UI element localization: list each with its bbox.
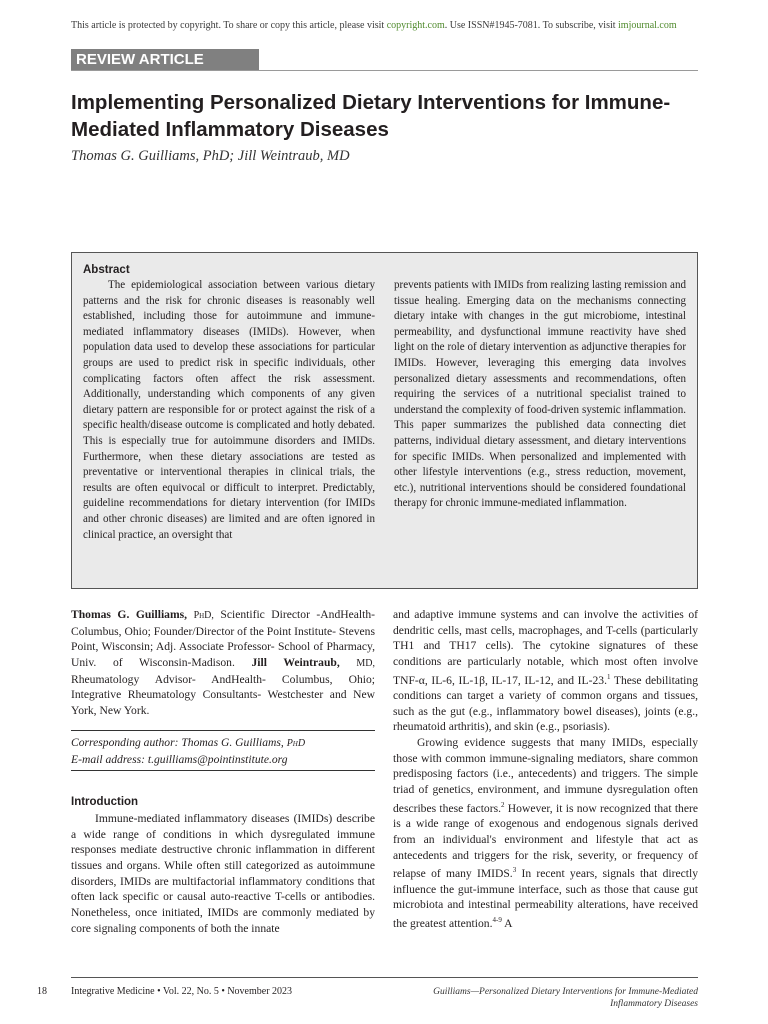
abstract-left-column: The epidemiological association between various dietary patterns and the risk for chronic diseases is reasonably well established, including those for autoimmune and immune-mediated inflammatory diseases (IMIDs). However, when population data used to develop these associations for particular groups are used to predict risk in specific individuals, other complicating factors often affect the risk assessment. Additionally, understanding which components of any given dietary pattern are responsible for or protect against the risk of a specific health/disease outcome is complicated and hotly debated. This is especially true for autoimmune disorders and IMIDs. Furthermore, when these dietary associations are tested as preventative or interventional therapies in clinical trials, the results are often equivocal or difficult to interpret. Predictably, guideline recommendations for dietary intervention (for IMIDs and other chronic diseases) are limited and are often ignored in clinical practice, an oversight that xyxy=(83,279,375,541)
notice-text-1: This article is protected by copyright. To share or copy this article, please visit xyxy=(71,20,387,31)
introduction-paragraph: Immune-mediated inflammatory diseases (IMIDs) describe a wide range of conditions in which dysregulated immune responses mediate destructive chronic inflammation in different tissues and organs. While often still categorized as autoimmune disorders, IMIDs are multifactorial inflammatory conditions that often lack specific or causal auto-reactive T-cells or antibodies. Nonetheless, once initiated, IMIDs are commonly mediated by core signaling components of both the innate xyxy=(71,812,375,935)
notice-text-2: . Use ISSN#1945-7081. To subscribe, visit xyxy=(444,20,619,31)
journal-citation: Integrative Medicine • Vol. 22, No. 5 • November 2023 xyxy=(71,986,293,997)
abstract-box xyxy=(71,252,698,589)
copyright-notice xyxy=(71,20,711,31)
abstract-heading: Abstract xyxy=(83,264,130,276)
bio-author-2-name: Jill Weintraub, xyxy=(251,655,340,669)
introduction-heading: Introduction xyxy=(71,796,139,808)
citation-4-9: 4-9 xyxy=(492,916,502,925)
citation-2: 2 xyxy=(500,800,505,809)
page-number: 18 xyxy=(37,986,47,997)
body-paragraph-1 xyxy=(393,607,698,735)
running-title: Guilliams—Personalized Dietary Interventions for Immune-Mediated Inflammatory Diseases xyxy=(433,987,698,1009)
bio-author-1-credential: PhD, xyxy=(193,610,214,621)
body-paragraph-2-text-d: A xyxy=(501,916,513,930)
body-paragraph-2-text-c: In recent years, signals that directly influence the gut-immune interface, such as those that cause gut microbiota and intestinal permeability alterations, have received the greatest attention. xyxy=(393,867,698,930)
body-paragraph-2 xyxy=(393,735,698,931)
citation-3: 3 xyxy=(512,866,517,875)
corresponding-divider-top xyxy=(71,730,375,731)
corresponding-author-block xyxy=(71,735,375,767)
author-bio xyxy=(71,607,375,719)
bio-author-1-text: Scientific Director -AndHealth- Columbus, Ohio; Founder/Director of the Point Institute- Stevens Point, Wisconsin; Adj. Associate Professor- School of Pharmacy, Univ. of Wisconsin-Madison. xyxy=(71,608,376,669)
bio-author-2-text: Rheumatology Advisor- AndHealth- Columbus, Ohio; Integrative Rheumatology Consultants- Westchester and New York, New York. xyxy=(71,672,375,717)
body-paragraph-2-text-a: Growing evidence suggests that many IMIDs, especially those with common immune-signaling mediators, share common predisposing factors (i.e., antecedents) and triggers. The simple triad of genetics, environment, and immune dysregulation often describes these factors. xyxy=(393,736,698,815)
subscribe-link[interactable]: imjournal.com xyxy=(618,20,677,31)
article-title: Implementing Personalized Dietary Interventions for Immune-Mediated Inflammatory Diseases xyxy=(71,91,671,141)
corresponding-author-credential: PhD xyxy=(286,738,306,749)
abstract-right-column: prevents patients with IMIDs from realizing lasting remission and tissue healing. Emerging data on the mechanisms connecting dietary intake with changes in the gut microbiome, intestinal permeability, and dysfunctional immune reactivity have shed light on the role of dietary intervention as adjunctive therapies for IMIDs. However, leveraging this emerging data involves personalized dietary assessments and recommendations, often requiring the services of a nutritional specialist trained to understand the complexity of food-driven systemic inflammation. This paper summarizes the published data connecting diet patterns, individual dietary assessment, and dietary interventions for specific IMIDs. When personalized and implemented with other lifestyle interventions (e.g., stress reduction, movement, etc.), nutritional interventions should be considered foundational therapy for chronic immune-mediated inflammation. xyxy=(394,279,686,510)
corresponding-author xyxy=(71,735,375,752)
footer-divider xyxy=(71,977,698,978)
section-divider xyxy=(71,70,698,71)
corresponding-email: E-mail address: t.guilliams@pointinstitute.org xyxy=(71,752,288,766)
corresponding-divider-bottom xyxy=(71,770,375,771)
body-paragraph-2-text-b: However, it is now recognized that there is a wide range of exogenous and endogenous signals derived from an individual's environment and lifestyle that act as antecedents and triggers for the risk, severity, or frequency of relapse of many IMIDS. xyxy=(393,801,698,881)
right-column-body xyxy=(393,607,698,932)
bio-author-1-name: Thomas G. Guilliams, xyxy=(71,608,188,621)
corresponding-author-label: Corresponding author: Thomas G. Guilliams, xyxy=(71,736,287,749)
section-label: REVIEW ARTICLE xyxy=(71,49,259,70)
article-authors: Thomas G. Guilliams, PhD; Jill Weintraub, MD xyxy=(71,148,350,164)
body-paragraph-1-text-b: These debilitating conditions can target a variety of common organs and tissues, such as the gut (e.g., inflammatory bowel diseases), joints (e.g., rheumatoid arthritis), and skin (e.g., psoriasis). xyxy=(393,673,699,734)
copyright-link[interactable]: copyright.com xyxy=(386,20,445,31)
bio-author-2-credential: MD, xyxy=(356,657,376,669)
body-paragraph-1-text-a: and adaptive immune systems and can involve the activities of dendritic cells, mast cells, macrophages, and T-cells (particularly TH1 and TH17 cells). The cytokine signatures of these conditions are particularly notable, which most often involve TNF-α, IL-6, IL-1β, IL-17, IL-12, and IL-23. xyxy=(393,608,698,687)
citation-1: 1 xyxy=(606,672,611,681)
